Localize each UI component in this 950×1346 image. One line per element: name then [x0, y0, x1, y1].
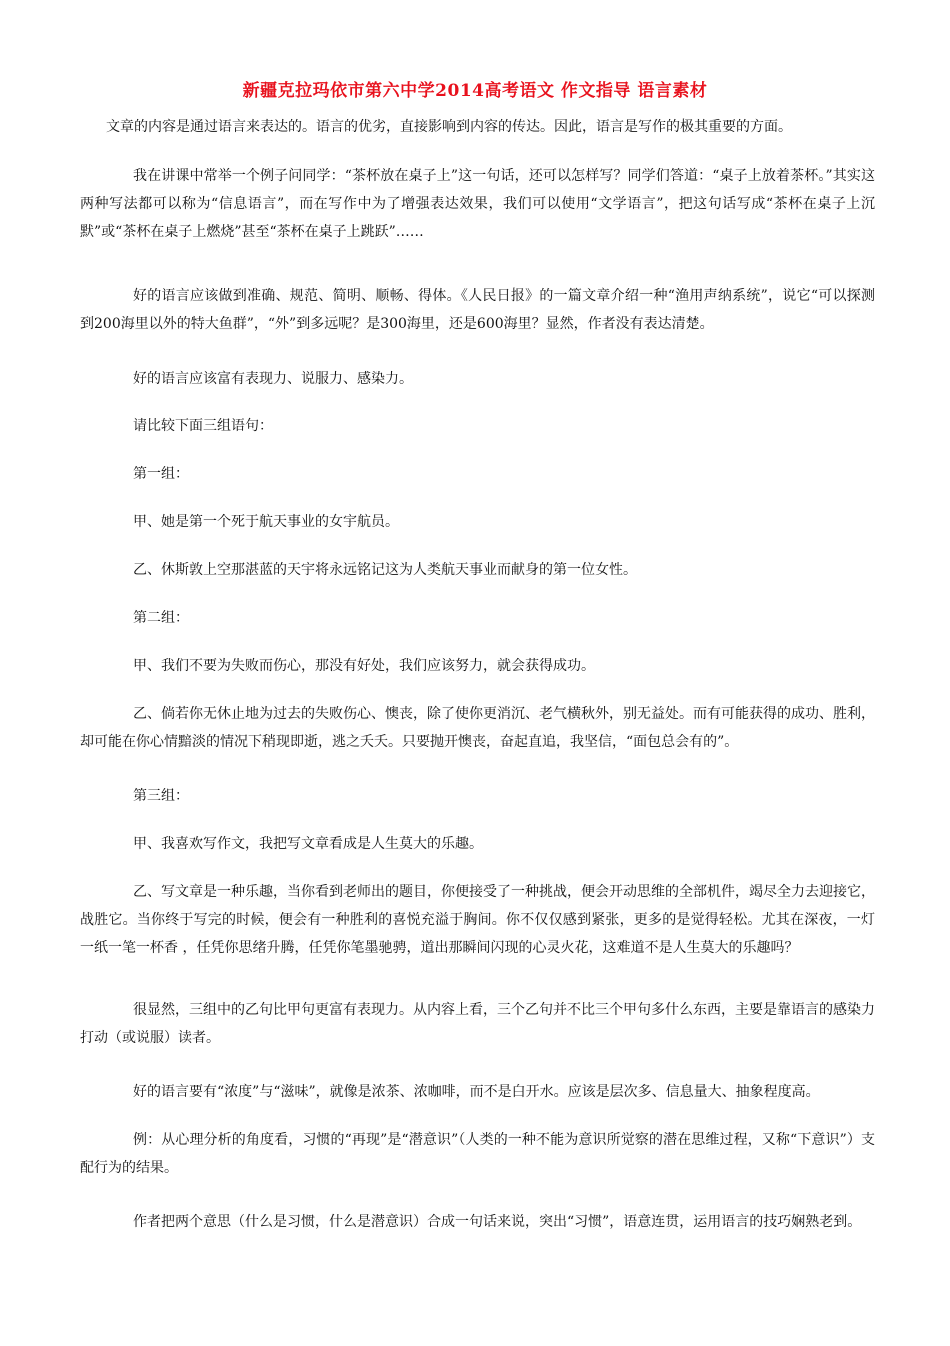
paragraph: 第一组：	[133, 466, 189, 482]
paragraph: 好的语言要有“浓度”与“滋味”，就像是浓茶、浓咖啡，而不是白开水。应该是层次多、信息量大、抽象程度高。	[133, 1084, 820, 1100]
paragraph: 甲、我喜欢写作文，我把写文章看成是人生莫大的乐趣。	[133, 836, 483, 852]
paragraph: 甲、她是第一个死于航天事业的女宇航员。	[133, 514, 399, 530]
paragraph: 乙、写文章是一种乐趣，当你看到老师出的题目，你便接受了一种挑战，便会开动思维的全部机件，竭尽全力去迎接它，战胜它。当你终于写完的时候，便会有一种胜利的喜悦充溢于胸间。你不仅仅感到紧张，更多的是觉得轻松。尤其在深夜，一灯一纸一笔一杯香 ，任凭你思绪升腾，任凭你笔墨驰骋，道出那瞬间闪现的心灵火花，这难道不是人生莫大的乐趣吗？	[80, 884, 875, 956]
paragraph: 第三组：	[133, 788, 189, 804]
paragraph: 乙、休斯敦上空那湛蓝的天宇将永远铭记这为人类航天事业而献身的第一位女性。	[133, 562, 637, 578]
paragraph: 请比较下面三组语句：	[133, 418, 273, 434]
paragraph: 我在讲课中常举一个例子问同学：“茶杯放在桌子上”这一句话，还可以怎样写？同学们答道：“桌子上放着茶杯。”其实这两种写法都可以称为“信息语言”，而在写作中为了增强表达效果，我们可以使用“文学语言”，把这句话写成“茶杯在桌子上沉默”或“茶杯在桌子上燃烧”甚至“茶杯在桌子上跳跃”……	[80, 168, 875, 240]
paragraph: 很显然，三组中的乙句比甲句更富有表现力。从内容上看，三个乙句并不比三个甲句多什么东西，主要是靠语言的感染力打动（或说服）读者。	[80, 1002, 875, 1046]
paragraph: 第二组：	[133, 610, 189, 626]
paragraph: 甲、我们不要为失败而伤心，那没有好处，我们应该努力，就会获得成功。	[133, 658, 595, 674]
document-title: 新疆克拉玛依市第六中学2014高考语文 作文指导 语言素材	[242, 81, 708, 101]
paragraph: 好的语言应该富有表现力、说服力、感染力。	[133, 371, 413, 387]
paragraph: 例：从心理分析的角度看，习惯的“再现”是“潜意识”（人类的一种不能为意识所觉察的潜在思维过程，又称“下意识”）支配行为的结果。	[80, 1132, 875, 1176]
paragraph: 文章的内容是通过语言来表达的。语言的优劣，直接影响到内容的传达。因此，语言是写作的极其重要的方面。	[106, 119, 792, 135]
paragraph: 乙、倘若你无休止地为过去的失败伤心、懊丧，除了使你更消沉、老气横秋外，别无益处。而有可能获得的成功、胜利，却可能在你心情黯淡的情况下稍现即逝，逃之夭夭。只要抛开懊丧，奋起直追，我坚信，“面包总会有的”。	[80, 706, 875, 750]
paragraph: 作者把两个意思（什么是习惯，什么是潜意识）合成一句话来说，突出“习惯”，语意连贯，运用语言的技巧娴熟老到。	[133, 1214, 862, 1230]
paragraph: 好的语言应该做到准确、规范、简明、顺畅、得体。《人民日报》的一篇文章介绍一种“渔用声纳系统”，说它“可以探测到200海里以外的特大鱼群”，“外”到多远呢？是300海里，还是600海里？显然，作者没有表达清楚。	[80, 288, 875, 332]
